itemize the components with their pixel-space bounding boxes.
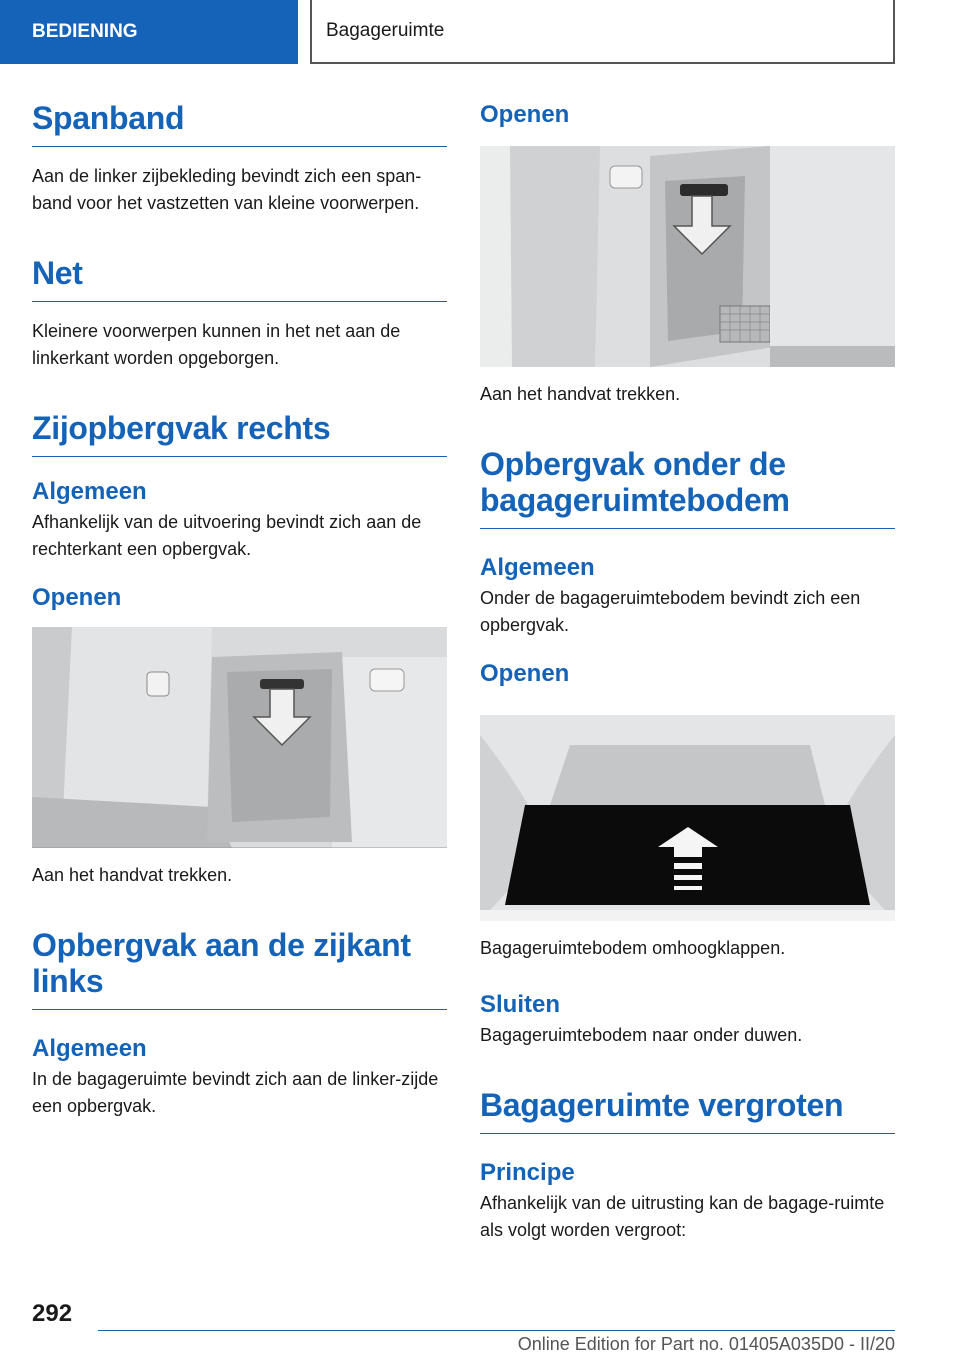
footer-divider [98, 1330, 895, 1331]
rechts-general-text: Afhankelijk van de uitvoering bevindt zich aan de rechterkant een opbergvak. [32, 512, 422, 559]
subheading-sluiten: Sluiten [480, 991, 561, 1018]
heading-spanband: Spanband [32, 100, 447, 147]
section-tab [0, 0, 298, 64]
figure-floor-compartment [480, 705, 895, 921]
page-number: 292 [32, 1300, 73, 1327]
onder-general-text: Onder de bagageruimtebodem bevindt zich een opbergvak. [480, 588, 861, 635]
left-compartment-illustration [480, 146, 895, 367]
figure-left-compartment [480, 146, 895, 367]
links-general-text: In de bagageruimte bevindt zich aan de linker-zijde een opbergvak. [32, 1069, 439, 1116]
chapter-label: Bagageruimte [326, 20, 445, 41]
floor-compartment-illustration [480, 705, 895, 921]
heading-zijopbergvak-rechts: Zijopbergvak rechts [32, 410, 447, 457]
left-column [32, 100, 447, 1120]
heading-opbergvak-onder: Opbergvak onder de bagageruimtebodem [480, 446, 895, 529]
right-compartment-illustration [32, 627, 447, 848]
subheading-openen-links: Openen [480, 101, 570, 128]
spanband-text: Aan de linker zijbekleding bevindt zich een span-band voor het vastzetten van kleine voorwerpen. [32, 166, 422, 213]
heading-bagageruimte-vergroten: Bagageruimte vergroten [480, 1087, 895, 1134]
subheading-algemeen-links: Algemeen [32, 1035, 147, 1062]
heading-opbergvak-links: Opbergvak aan de zijkant links [32, 927, 447, 1010]
right-column [480, 100, 895, 1244]
subheading-principe: Principe [480, 1159, 575, 1186]
figure-right-compartment [32, 627, 447, 848]
edition-footer: Online Edition for Part no. 01405A035D0 - II/20 [517, 1334, 895, 1354]
sluiten-text: Bagageruimtebodem naar onder duwen. [480, 1025, 803, 1045]
subheading-openen: Openen [32, 584, 122, 611]
heading-net: Net [32, 255, 447, 302]
chapter-header [310, 0, 895, 64]
open-caption: Aan het handvat trekken. [480, 384, 681, 404]
subheading-openen-onder: Openen [480, 660, 570, 687]
section-label: BEDIENING [32, 21, 138, 42]
principe-text: Afhankelijk van de uitrusting kan de bagage-ruimte als volgt worden vergroot: [480, 1193, 885, 1240]
net-text: Kleinere voorwerpen kunnen in het net aan de linkerkant worden opgeborgen. [32, 321, 401, 368]
onder-caption: Bagageruimtebodem omhoogklappen. [480, 938, 786, 958]
subheading-algemeen-onder: Algemeen [480, 554, 595, 581]
rechts-caption: Aan het handvat trekken. [32, 865, 233, 885]
subheading-algemeen: Algemeen [32, 478, 147, 505]
